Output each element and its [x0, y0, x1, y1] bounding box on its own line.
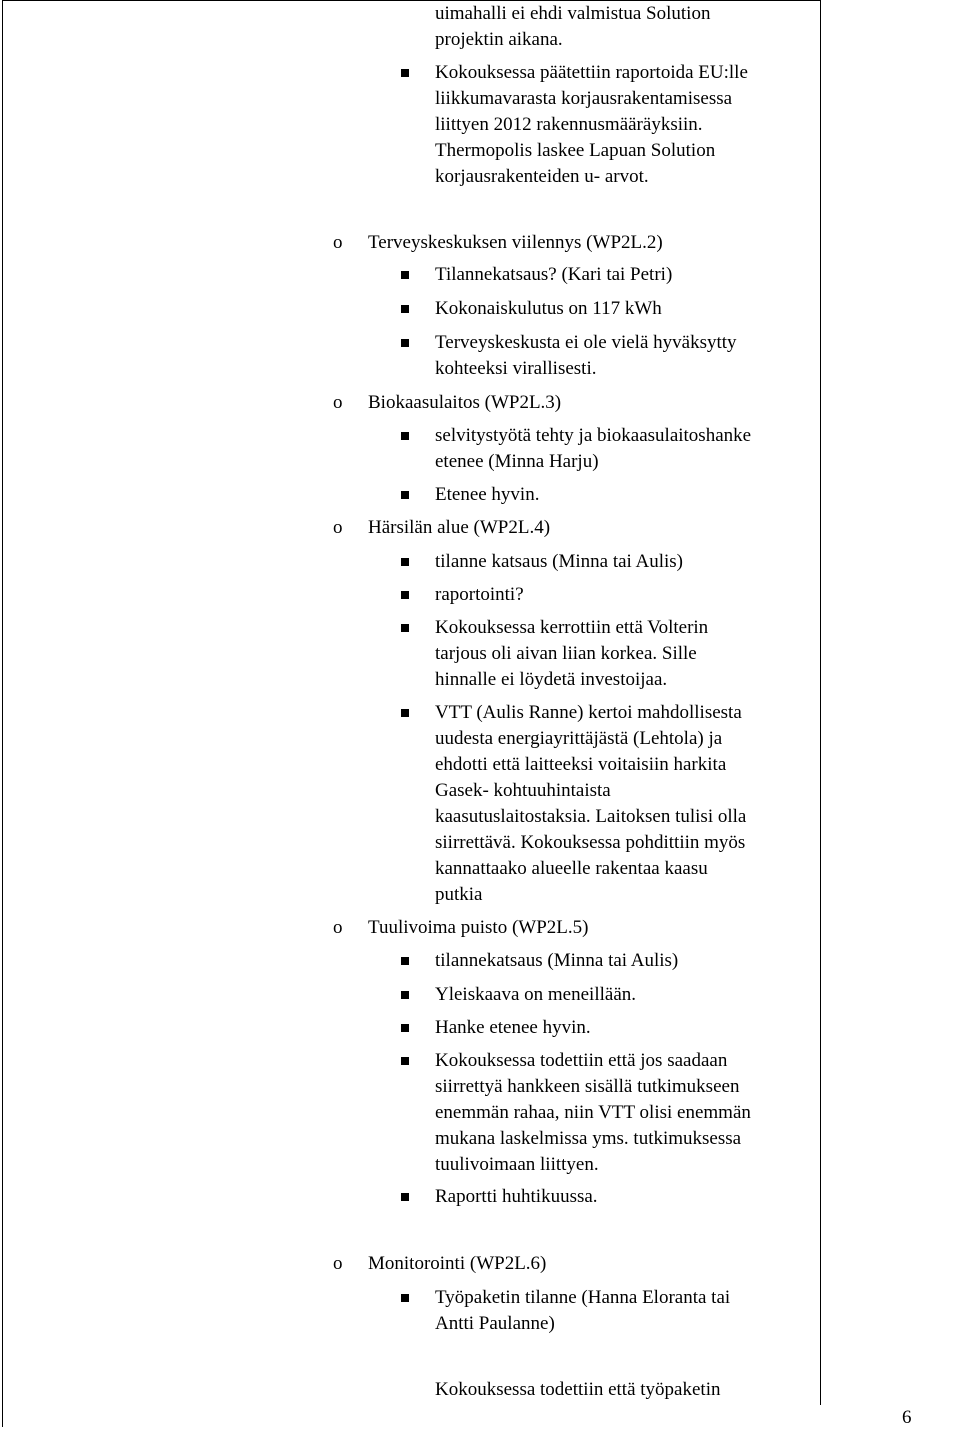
bullet-line: Etenee hyvin. [435, 484, 540, 505]
bullet-square-icon [401, 558, 409, 566]
bullet-line: Työpaketin tilanne (Hanna Eloranta tai [435, 1287, 731, 1308]
bullet-square-icon [401, 271, 409, 279]
bullet-line: Hanke etenee hyvin. [435, 1017, 591, 1038]
bullet-line: Terveyskeskusta ei ole vielä hyväksytty [435, 332, 737, 353]
bullet-square-icon [401, 624, 409, 632]
bullet-line: Yleiskaava on meneillään. [435, 984, 637, 1005]
bullet-line: Thermopolis laskee Lapuan Solution [435, 140, 716, 161]
bullet-line: liittyen 2012 rakennusmääräyksiin. [435, 114, 703, 135]
bullet-square-icon [401, 1294, 409, 1302]
bullet-line: enemmän rahaa, niin VTT olisi enemmän [435, 1102, 751, 1123]
bullet-square-icon [401, 491, 409, 499]
bullet-line: kohteeksi virallisesti. [435, 358, 597, 379]
bullet-line: Kokouksessa todettiin että jos saadaan [435, 1050, 728, 1071]
bullet-square-icon [401, 432, 409, 440]
continuation-line: uimahalli ei ehdi valmistua Solution [435, 3, 711, 24]
section-heading: Terveyskeskuksen viilennys (WP2L.2) [368, 232, 663, 253]
circle-bullet-icon: o [333, 232, 343, 253]
bullet-square-icon [401, 591, 409, 599]
bullet-line: etenee (Minna Harju) [435, 451, 599, 472]
bullet-square-icon [401, 991, 409, 999]
bullet-square-icon [401, 1057, 409, 1065]
page-number: 6 [902, 1407, 912, 1428]
bullet-line: Raportti huhtikuussa. [435, 1186, 598, 1207]
bullet-square-icon [401, 1024, 409, 1032]
continuation-line: projektin aikana. [435, 29, 563, 50]
bullet-line: ehdotti että laitteeksi voitaisiin harkita [435, 754, 727, 775]
bullet-square-icon [401, 1193, 409, 1201]
bullet-line: VTT (Aulis Ranne) kertoi mahdollisesta [435, 702, 742, 723]
bullet-line: tarjous oli aivan liian korkea. Sille [435, 643, 697, 664]
bullet-line: putkia [435, 884, 483, 905]
bullet-square-icon [401, 305, 409, 313]
circle-bullet-icon: o [333, 392, 343, 413]
table-border-right [820, 0, 821, 1405]
bullet-square-icon [401, 957, 409, 965]
bullet-line: tilanne katsaus (Minna tai Aulis) [435, 551, 684, 572]
bullet-line: Tilannekatsaus? (Kari tai Petri) [435, 264, 673, 285]
bullet-line: Kokouksessa kerrottiin että Volterin [435, 617, 709, 638]
trailing-text: Kokouksessa todettiin että työpaketin [435, 1379, 721, 1400]
bullet-line: mukana laskelmissa yms. tutkimuksessa [435, 1128, 742, 1149]
section-heading: Biokaasulaitos (WP2L.3) [368, 392, 562, 413]
bullet-square-icon [401, 69, 409, 77]
bullet-line: kannattaako alueelle rakentaa kaasu [435, 858, 708, 879]
circle-bullet-icon: o [333, 917, 343, 938]
bullet-square-icon [401, 339, 409, 347]
section-heading: Tuulivoima puisto (WP2L.5) [368, 917, 589, 938]
section-heading: Härsilän alue (WP2L.4) [368, 517, 551, 538]
bullet-line: siirrettävä. Kokouksessa pohdittiin myös [435, 832, 746, 853]
bullet-line: tilannekatsaus (Minna tai Aulis) [435, 950, 679, 971]
bullet-line: Kokouksessa päätettiin raportoida EU:lle [435, 62, 748, 83]
bullet-line: raportointi? [435, 584, 524, 605]
bullet-line: liikkumavarasta korjausrakentamisessa [435, 88, 733, 109]
bullet-line: kaasutuslaitostaksia. Laitoksen tulisi olla [435, 806, 747, 827]
bullet-line: korjausrakenteiden u- arvot. [435, 166, 649, 187]
section-heading: Monitorointi (WP2L.6) [368, 1253, 547, 1274]
bullet-line: hinnalle ei löydetä investoijaa. [435, 669, 668, 690]
bullet-line: siirrettyä hankkeen sisällä tutkimukseen [435, 1076, 740, 1097]
bullet-line: uudesta energiayrittäjästä (Lehtola) ja [435, 728, 723, 749]
bullet-line: Kokonaiskulutus on 117 kWh [435, 298, 662, 319]
bullet-line: Gasek- kohtuuhintaista [435, 780, 611, 801]
circle-bullet-icon: o [333, 1253, 343, 1274]
bullet-line: selvitystyötä tehty ja biokaasulaitoshanke [435, 425, 752, 446]
circle-bullet-icon: o [333, 517, 343, 538]
table-border-left [2, 0, 3, 1427]
bullet-square-icon [401, 709, 409, 717]
bullet-line: Antti Paulanne) [435, 1313, 555, 1334]
bullet-line: tuulivoimaan liittyen. [435, 1154, 599, 1175]
